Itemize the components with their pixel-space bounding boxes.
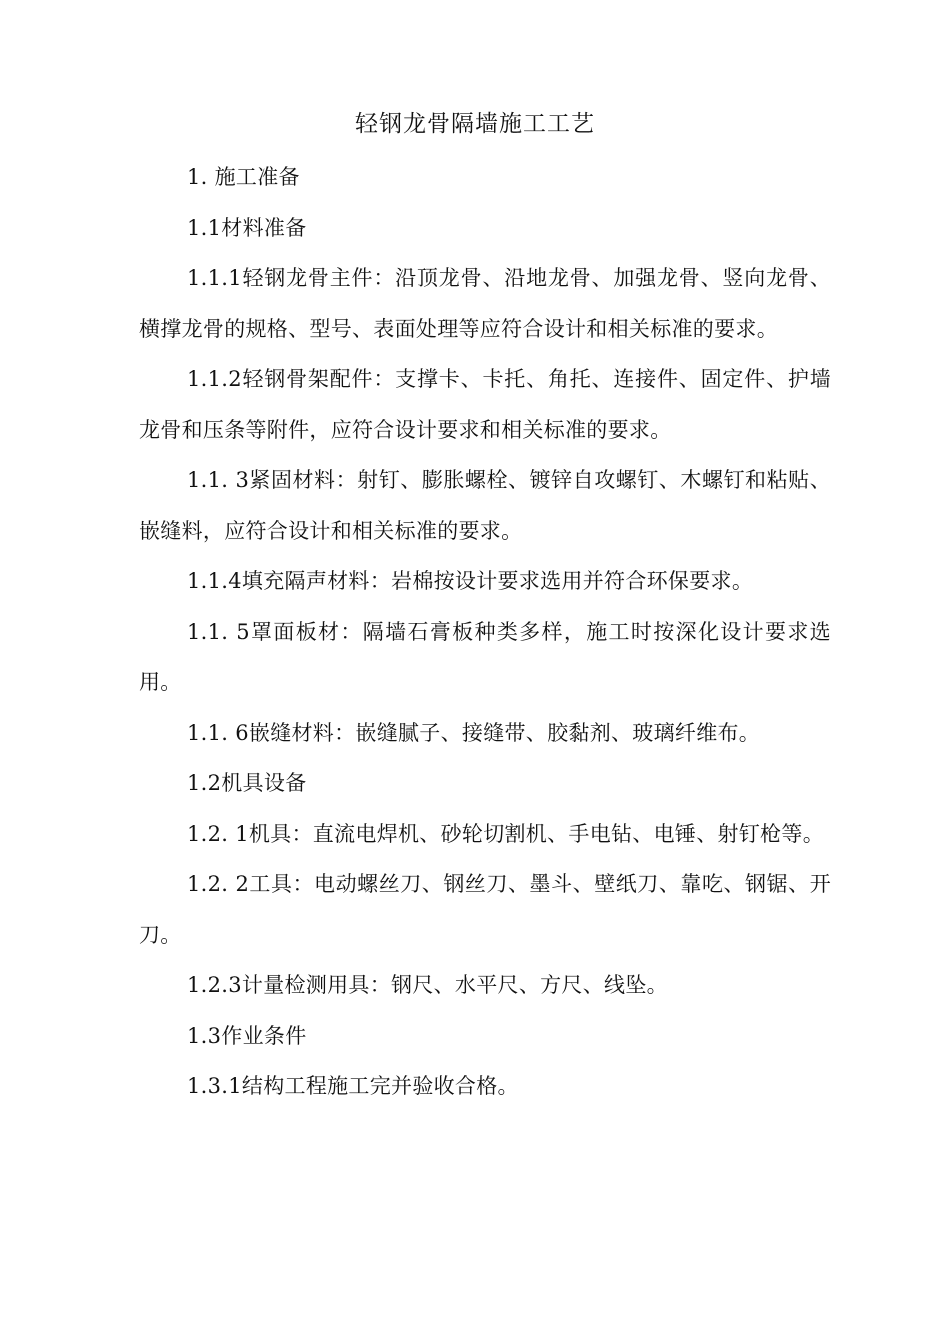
subsection-heading-1-2: 1.2机具设备 [187,771,307,795]
document-title: 轻钢龙骨隔墙施工工艺 [355,111,595,137]
paragraph-1-1-6: 1.1. 6嵌缝材料：嵌缝腻子、接缝带、胶黏剂、玻璃纤维布。 [187,720,761,745]
paragraph-1-1-5: 1.1. 5罩面板材：隔墙石膏板种类多样，施工时按深化设计要求选用。 [139,619,831,694]
paragraph-1-1-1: 1.1.1轻钢龙骨主件：沿顶龙骨、沿地龙骨、加强龙骨、竖向龙骨、横撑龙骨的规格、型号、表面处理等应符合设计和相关标准的要求。 [139,266,831,341]
subsection-heading-1-3: 1.3作业条件 [187,1023,307,1048]
section-heading-1: 1. 施工准备 [187,165,300,189]
document-body [139,152,831,1112]
paragraph-1-1-4: 1.1.4填充隔声材料：岩棉按设计要求选用并符合环保要求。 [187,569,754,593]
paragraph-1-1-2: 1.1.2轻钢骨架配件：支撑卡、卡托、角托、连接件、固定件、护墙龙骨和压条等附件，应符合设计要求和相关标准的要求。 [139,367,831,442]
paragraph-1-1-3: 1.1. 3紧固材料：射钉、膨胀螺栓、镀锌自攻螺钉、木螺钉和粘贴、嵌缝料，应符合设计和相关标准的要求。 [139,468,831,543]
paragraph-1-2-1: 1.2. 1机具：直流电焊机、砂轮切割机、手电钻、电锤、射钉枪等。 [187,821,825,846]
paragraph-1-2-3: 1.2.3计量检测用具：钢尺、水平尺、方尺、线坠。 [187,973,668,997]
paragraph-1-3-1: 1.3.1结构工程施工完并验收合格。 [187,1074,519,1098]
subsection-heading-1-1: 1.1材料准备 [187,215,307,240]
paragraph-1-2-2: 1.2. 2工具：电动螺丝刀、钢丝刀、墨斗、壁纸刀、靠吃、钢锯、开刀。 [139,872,831,947]
